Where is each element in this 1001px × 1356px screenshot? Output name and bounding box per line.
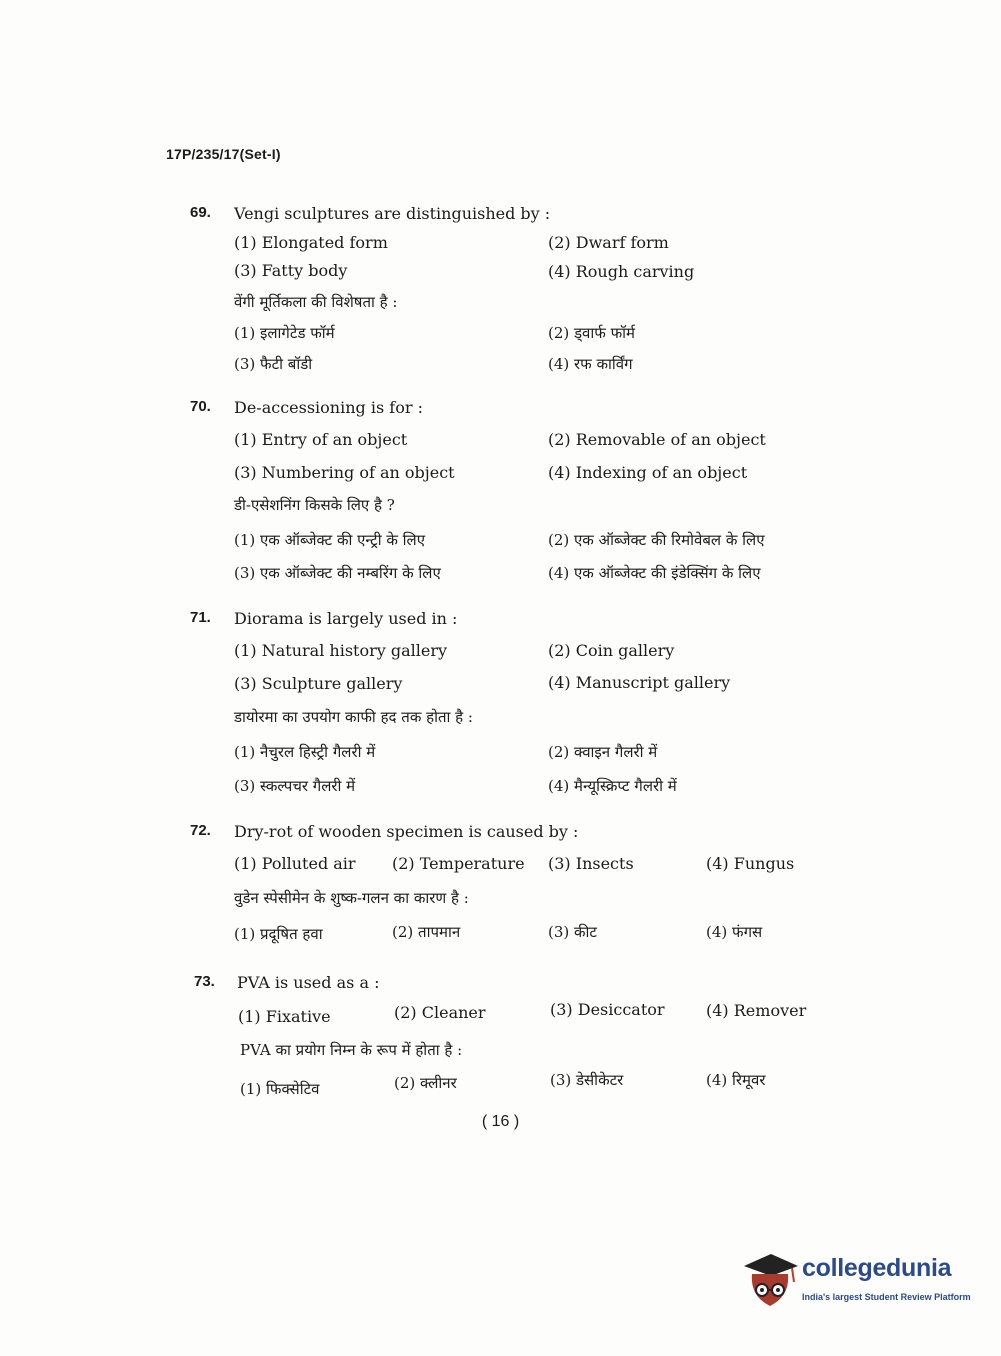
hindi-question-text: डायोरमा का उपयोग काफी हद तक होता है :: [234, 708, 473, 726]
question-text: Diorama is largely used in :: [234, 609, 458, 628]
question-text: Dry-rot of wooden specimen is caused by :: [234, 822, 579, 841]
option-4: (4) Remover: [706, 1001, 807, 1020]
option-4: (4) Rough carving: [548, 262, 695, 281]
option-4: (4) Manuscript gallery: [548, 673, 731, 692]
hindi-option-2: (2) एक ऑब्जेक्ट की रिमोवेबल के लिए: [548, 531, 765, 549]
hindi-option-1: (1) प्रदूषित हवा: [234, 925, 323, 943]
hindi-option-1: (1) इलागेटेड फॉर्म: [234, 324, 335, 342]
hindi-option-1: (1) नैचुरल हिस्ट्री गैलरी में: [234, 743, 376, 761]
hindi-option-2: (2) तापमान: [392, 923, 461, 941]
hindi-question-text: वुडेन स्पेसीमेन के शुष्क-गलन का कारण है :: [234, 889, 469, 907]
question-text: PVA is used as a :: [237, 973, 380, 992]
option-4: (4) Fungus: [706, 854, 795, 873]
hindi-option-4: (4) रफ कार्विंग: [548, 355, 633, 373]
hindi-option-3: (3) एक ऑब्जेक्ट की नम्बरिंग के लिए: [234, 564, 441, 582]
hindi-option-3: (3) कीट: [548, 923, 597, 941]
question-number: 73.: [194, 973, 215, 990]
option-1: (1) Fixative: [238, 1007, 331, 1026]
option-1: (1) Entry of an object: [234, 430, 408, 449]
page-number: ( 16 ): [481, 1113, 520, 1130]
question-text: Vengi sculptures are distinguished by :: [234, 204, 551, 223]
question-number: 70.: [190, 398, 211, 415]
option-2: (2) Removable of an object: [548, 430, 766, 449]
hindi-option-4: (4) रिमूवर: [706, 1071, 766, 1089]
option-3: (3) Sculpture gallery: [234, 674, 403, 693]
hindi-option-4: (4) एक ऑब्जेक्ट की इंडेक्सिंग के लिए: [548, 564, 761, 582]
hindi-option-3: (3) डेसीकेटर: [550, 1071, 624, 1089]
hindi-option-4: (4) मैन्यूस्क्रिप्ट गैलरी में: [548, 777, 677, 795]
option-4: (4) Indexing of an object: [548, 463, 748, 482]
option-2: (2) Coin gallery: [548, 641, 675, 660]
question-number: 72.: [190, 822, 211, 839]
mascot-icon: [742, 1252, 800, 1312]
hindi-option-1: (1) फिक्सेटिव: [240, 1080, 320, 1098]
hindi-option-2: (2) ड्वार्फ फॉर्म: [548, 324, 636, 342]
question-number: 71.: [190, 609, 211, 626]
question-number: 69.: [190, 204, 211, 221]
collegedunia-watermark: [742, 1252, 972, 1312]
hindi-option-3: (3) फैटी बॉडी: [234, 355, 313, 373]
option-1: (1) Elongated form: [234, 233, 388, 252]
paper-code: 17P/235/17(Set-I): [166, 146, 281, 162]
hindi-option-2: (2) क्वाइन गैलरी में: [548, 743, 658, 761]
brand-name: collegedunia: [802, 1254, 952, 1282]
option-3: (3) Fatty body: [234, 261, 348, 280]
hindi-option-1: (1) एक ऑब्जेक्ट की एन्ट्री के लिए: [234, 531, 425, 549]
option-3: (3) Insects: [548, 854, 634, 873]
option-1: (1) Natural history gallery: [234, 641, 448, 660]
option-2: (2) Dwarf form: [548, 233, 669, 252]
option-3: (3) Numbering of an object: [234, 463, 455, 482]
hindi-option-4: (4) फंगस: [706, 923, 763, 941]
hindi-question-text: डी-एसेशनिंग किसके लिए है ?: [234, 496, 395, 514]
option-2: (2) Cleaner: [394, 1003, 486, 1022]
option-3: (3) Desiccator: [550, 1000, 665, 1019]
hindi-question-text: PVA का प्रयोग निम्न के रूप में होता है :: [240, 1041, 463, 1059]
brand-tagline: India's largest Student Review Platform: [802, 1292, 971, 1302]
option-2: (2) Temperature: [392, 854, 525, 873]
option-1: (1) Polluted air: [234, 854, 356, 873]
hindi-option-2: (2) क्लीनर: [394, 1074, 457, 1092]
question-text: De-accessioning is for :: [234, 398, 423, 417]
hindi-question-text: वेंगी मूर्तिकला की विशेषता है :: [234, 293, 398, 311]
hindi-option-3: (3) स्कल्पचर गैलरी में: [234, 777, 356, 795]
